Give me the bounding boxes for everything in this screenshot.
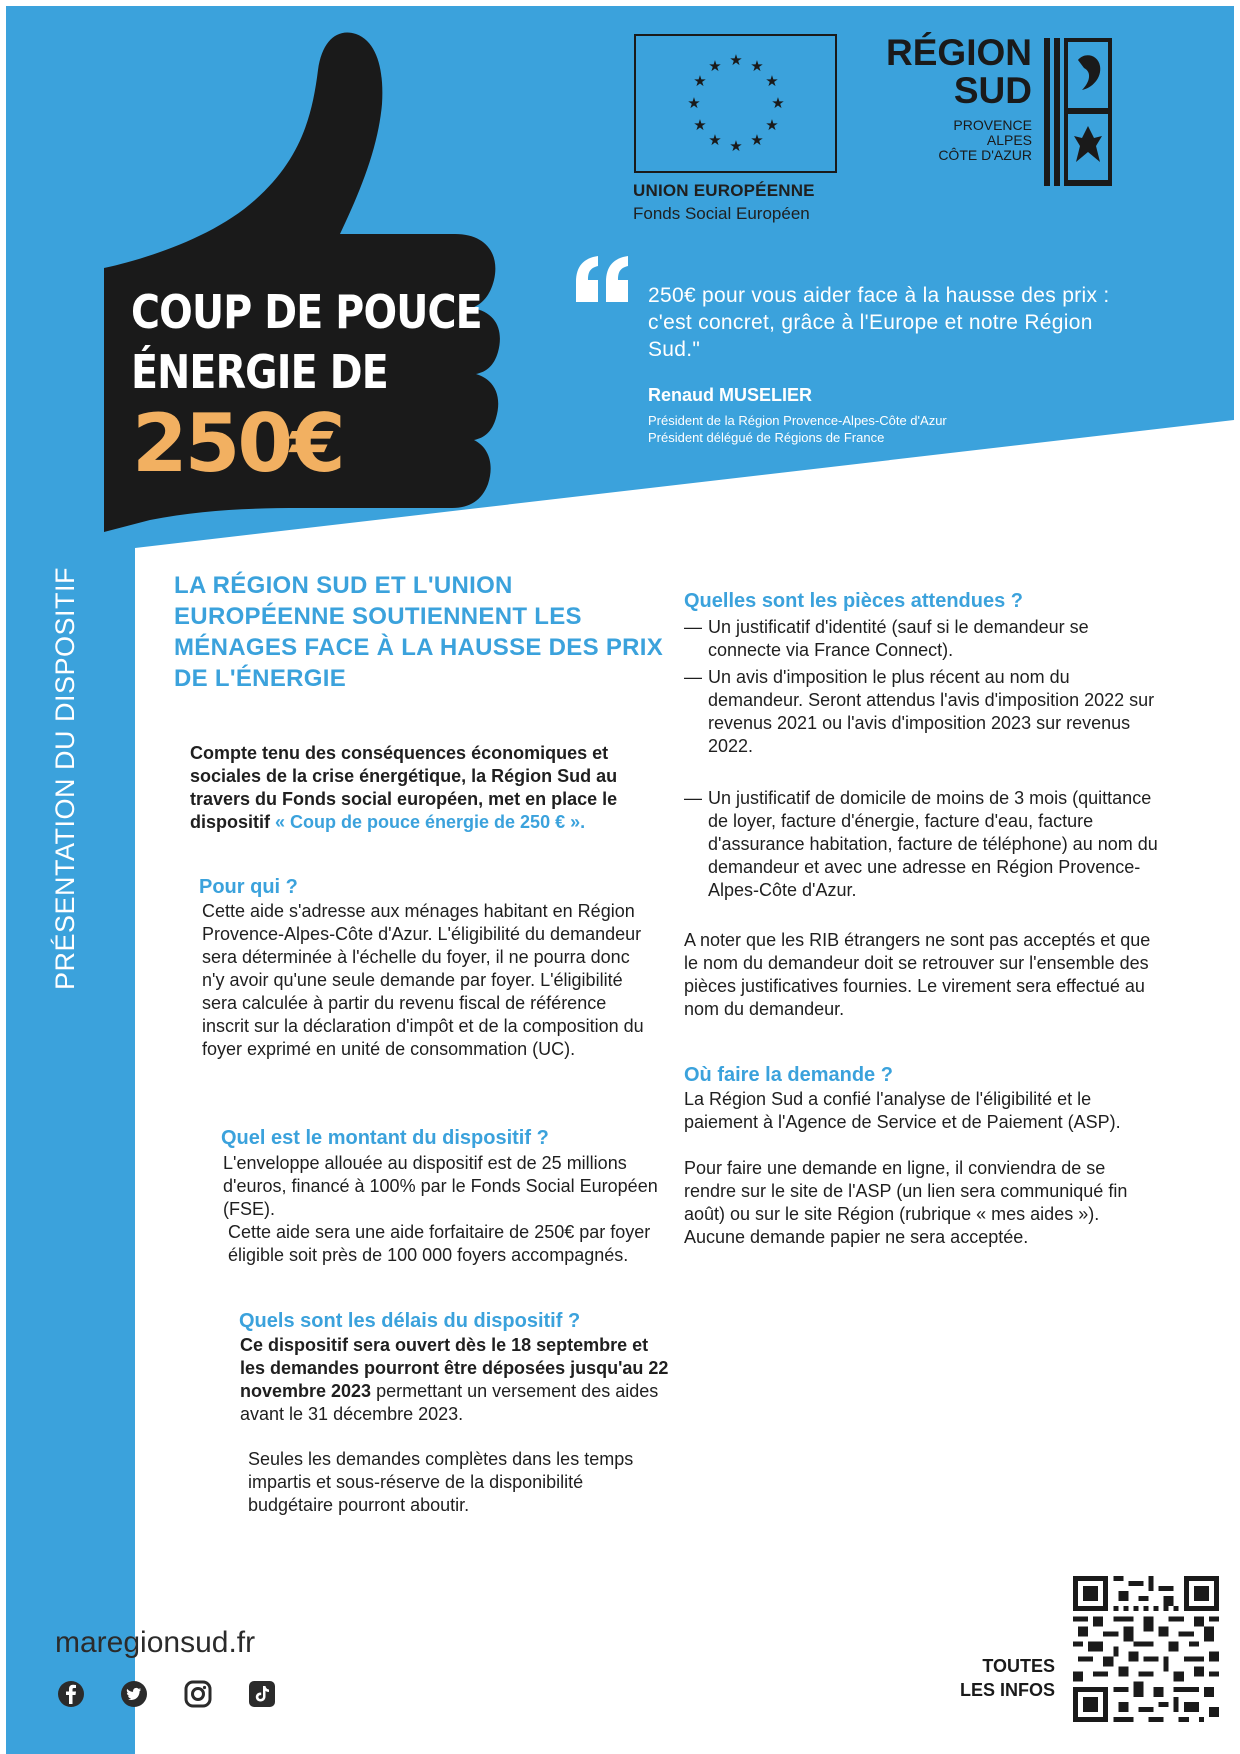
- intro-text: Compte tenu des conséquences économiques et sociales de la crise énergétique, la Région Sud au travers du Fonds social européen, met en place le dispositif: [190, 743, 618, 832]
- quote-mark-icon: [572, 252, 632, 312]
- pieces-list-item: [684, 616, 1164, 662]
- delais-text-2: Seules les demandes complètes dans les temps impartis et sous-réserve de la disponibilité budgétaire pourront aboutir.: [248, 1449, 634, 1515]
- eu-subtitle: Fonds Social Européen: [633, 204, 810, 223]
- svg-text:★: ★: [765, 72, 779, 90]
- website-link[interactable]: maregionsud.fr: [55, 1626, 256, 1659]
- delais-text-1: [240, 1334, 670, 1426]
- intro-paragraph: [190, 742, 660, 834]
- svg-text:★: ★: [750, 131, 764, 149]
- svg-text:★: ★: [729, 137, 743, 155]
- ou-faire-heading: Où faire la demande ?: [684, 1064, 893, 1086]
- quote-author-role-1: Président de la Région Provence-Alpes-Côte d'Azur: [648, 413, 947, 428]
- eu-flag-logo: [634, 34, 837, 173]
- svg-text:★: ★: [708, 131, 722, 149]
- delais-heading: Quels sont les délais du dispositif ?: [239, 1310, 581, 1332]
- pieces-item-text: Un justificatif d'identité (sauf si le demandeur se connecte via France Connect).: [708, 617, 1089, 660]
- svg-text:★: ★: [687, 94, 701, 112]
- svg-text:★: ★: [750, 57, 764, 75]
- region-sub-line-3: CÔTE D'AZUR: [938, 147, 1032, 163]
- qr-caption-line-2: LES INFOS: [959, 1680, 1055, 1700]
- pieces-heading: Quelles sont les pièces attendues ?: [684, 590, 1024, 612]
- headline-line-2: ÉNERGIE DE: [131, 345, 388, 399]
- qr-code[interactable]: [1073, 1576, 1219, 1722]
- region-subtitle: [860, 118, 1032, 163]
- eu-title: UNION EUROPÉENNE: [633, 181, 815, 200]
- svg-text:★: ★: [708, 57, 722, 75]
- quote-author: Renaud MUSELIER: [648, 385, 813, 405]
- headline-line-1: COUP DE POUCE: [131, 285, 482, 339]
- instagram-icon[interactable]: [184, 1680, 212, 1708]
- intro-dispositif-name: « Coup de pouce énergie de 250 € ».: [275, 812, 586, 832]
- region-crest-icon: [1044, 38, 1112, 186]
- ou-faire-text-1: La Région Sud a confié l'analyse de l'éligibilité et le paiement à l'Agence de Service et de Paiement (ASP).: [684, 1089, 1121, 1132]
- tiktok-icon[interactable]: [248, 1680, 276, 1708]
- quote-author-role-2: Président délégué de Régions de France: [648, 430, 885, 445]
- region-title-line-1: RÉGION: [886, 32, 1032, 73]
- rib-note: A noter que les RIB étrangers ne sont pas acceptés et que le nom du demandeur doit se retrouver sur l'ensemble des pièces justificatives fournies. Le virement sera effectué au nom du demandeur.: [684, 930, 1151, 1019]
- pieces-item-text: Un avis d'imposition le plus récent au nom du demandeur. Seront attendus l'avis d'imposition 2022 sur revenus 2021 ou l'avis d'imposition 2023 sur revenus 2022.: [708, 667, 1155, 756]
- delais-dates: Ce dispositif sera ouvert dès le 18 septembre et les demandes pourront être déposées jusqu'au 22 novembre 2023: [240, 1335, 669, 1401]
- pour-qui-text: Cette aide s'adresse aux ménages habitant en Région Provence-Alpes-Côte d'Azur. L'éligibilité du demandeur sera déterminée à l'échelle du foyer, il ne pourra donc n'y avoir qu'une seule demande par foyer. L'éligibilité sera calculée à partir du revenu fiscal de référence inscrit sur la déclaration d'impôt et de la composition du foyer exprimé en unité de consommation (UC).: [202, 901, 644, 1059]
- region-sub-line-1: PROVENCE: [953, 117, 1032, 133]
- region-title-line-2: SUD: [953, 70, 1032, 111]
- svg-text:★: ★: [693, 72, 707, 90]
- quote-text: 250€ pour vous aider face à la hausse des prix : c'est concret, grâce à l'Europe et notre Région Sud.": [648, 284, 1110, 361]
- dash-bullet: —: [684, 667, 702, 687]
- region-sud-logo-text: [860, 34, 1032, 110]
- twitter-icon[interactable]: [120, 1680, 148, 1708]
- montant-heading: Quel est le montant du dispositif ?: [221, 1127, 549, 1149]
- montant-text-1: L'enveloppe allouée au dispositif est de 25 millions d'euros, financé à 100% par le Fonds Social Européen (FSE).: [223, 1153, 658, 1219]
- dash-bullet: —: [684, 788, 702, 808]
- facebook-icon[interactable]: [57, 1680, 85, 1708]
- qr-caption: [955, 1654, 1055, 1702]
- ou-faire-text-2: Pour faire une demande en ligne, il conviendra de se rendre sur le site de l'ASP (un lien sera communiqué fin août) ou sur le site Région (rubrique « mes aides »). Aucune demande papier ne sera acceptée.: [684, 1158, 1128, 1247]
- svg-text:★: ★: [765, 116, 779, 134]
- region-sub-line-2: ALPES: [986, 132, 1032, 148]
- delais-versement: permettant un versement des aides avant le 31 décembre 2023.: [240, 1381, 659, 1424]
- montant-text-2: Cette aide sera une aide forfaitaire de 250€ par foyer éligible soit près de 100 000 foyers accompagnés.: [228, 1222, 651, 1265]
- pieces-list-item: [684, 666, 1164, 758]
- qr-caption-line-1: TOUTES: [982, 1656, 1055, 1676]
- pieces-list-item: [684, 787, 1164, 902]
- pieces-item-text: Un justificatif de domicile de moins de 3 mois (quittance de loyer, facture d'énergie, facture d'eau, facture d'assurance habitation, facture de téléphone) au nom du demandeur et avec une adresse en Région Provence-Alpes-Côte d'Azur.: [708, 788, 1158, 900]
- svg-text:★: ★: [729, 51, 743, 69]
- svg-text:★: ★: [771, 94, 785, 112]
- dash-bullet: —: [684, 617, 702, 637]
- eu-stars-icon: [636, 36, 835, 171]
- pour-qui-heading: Pour qui ?: [199, 876, 298, 898]
- headline-amount: 250€: [132, 397, 343, 490]
- svg-text:★: ★: [693, 116, 707, 134]
- side-section-label: PRÉSENTATION DU DISPOSITIF: [50, 566, 80, 990]
- main-heading: LA RÉGION SUD ET L'UNION EUROPÉENNE SOUTIENNENT LES MÉNAGES FACE À LA HAUSSE DES PRIX DE L'ÉNERGIE: [174, 572, 664, 692]
